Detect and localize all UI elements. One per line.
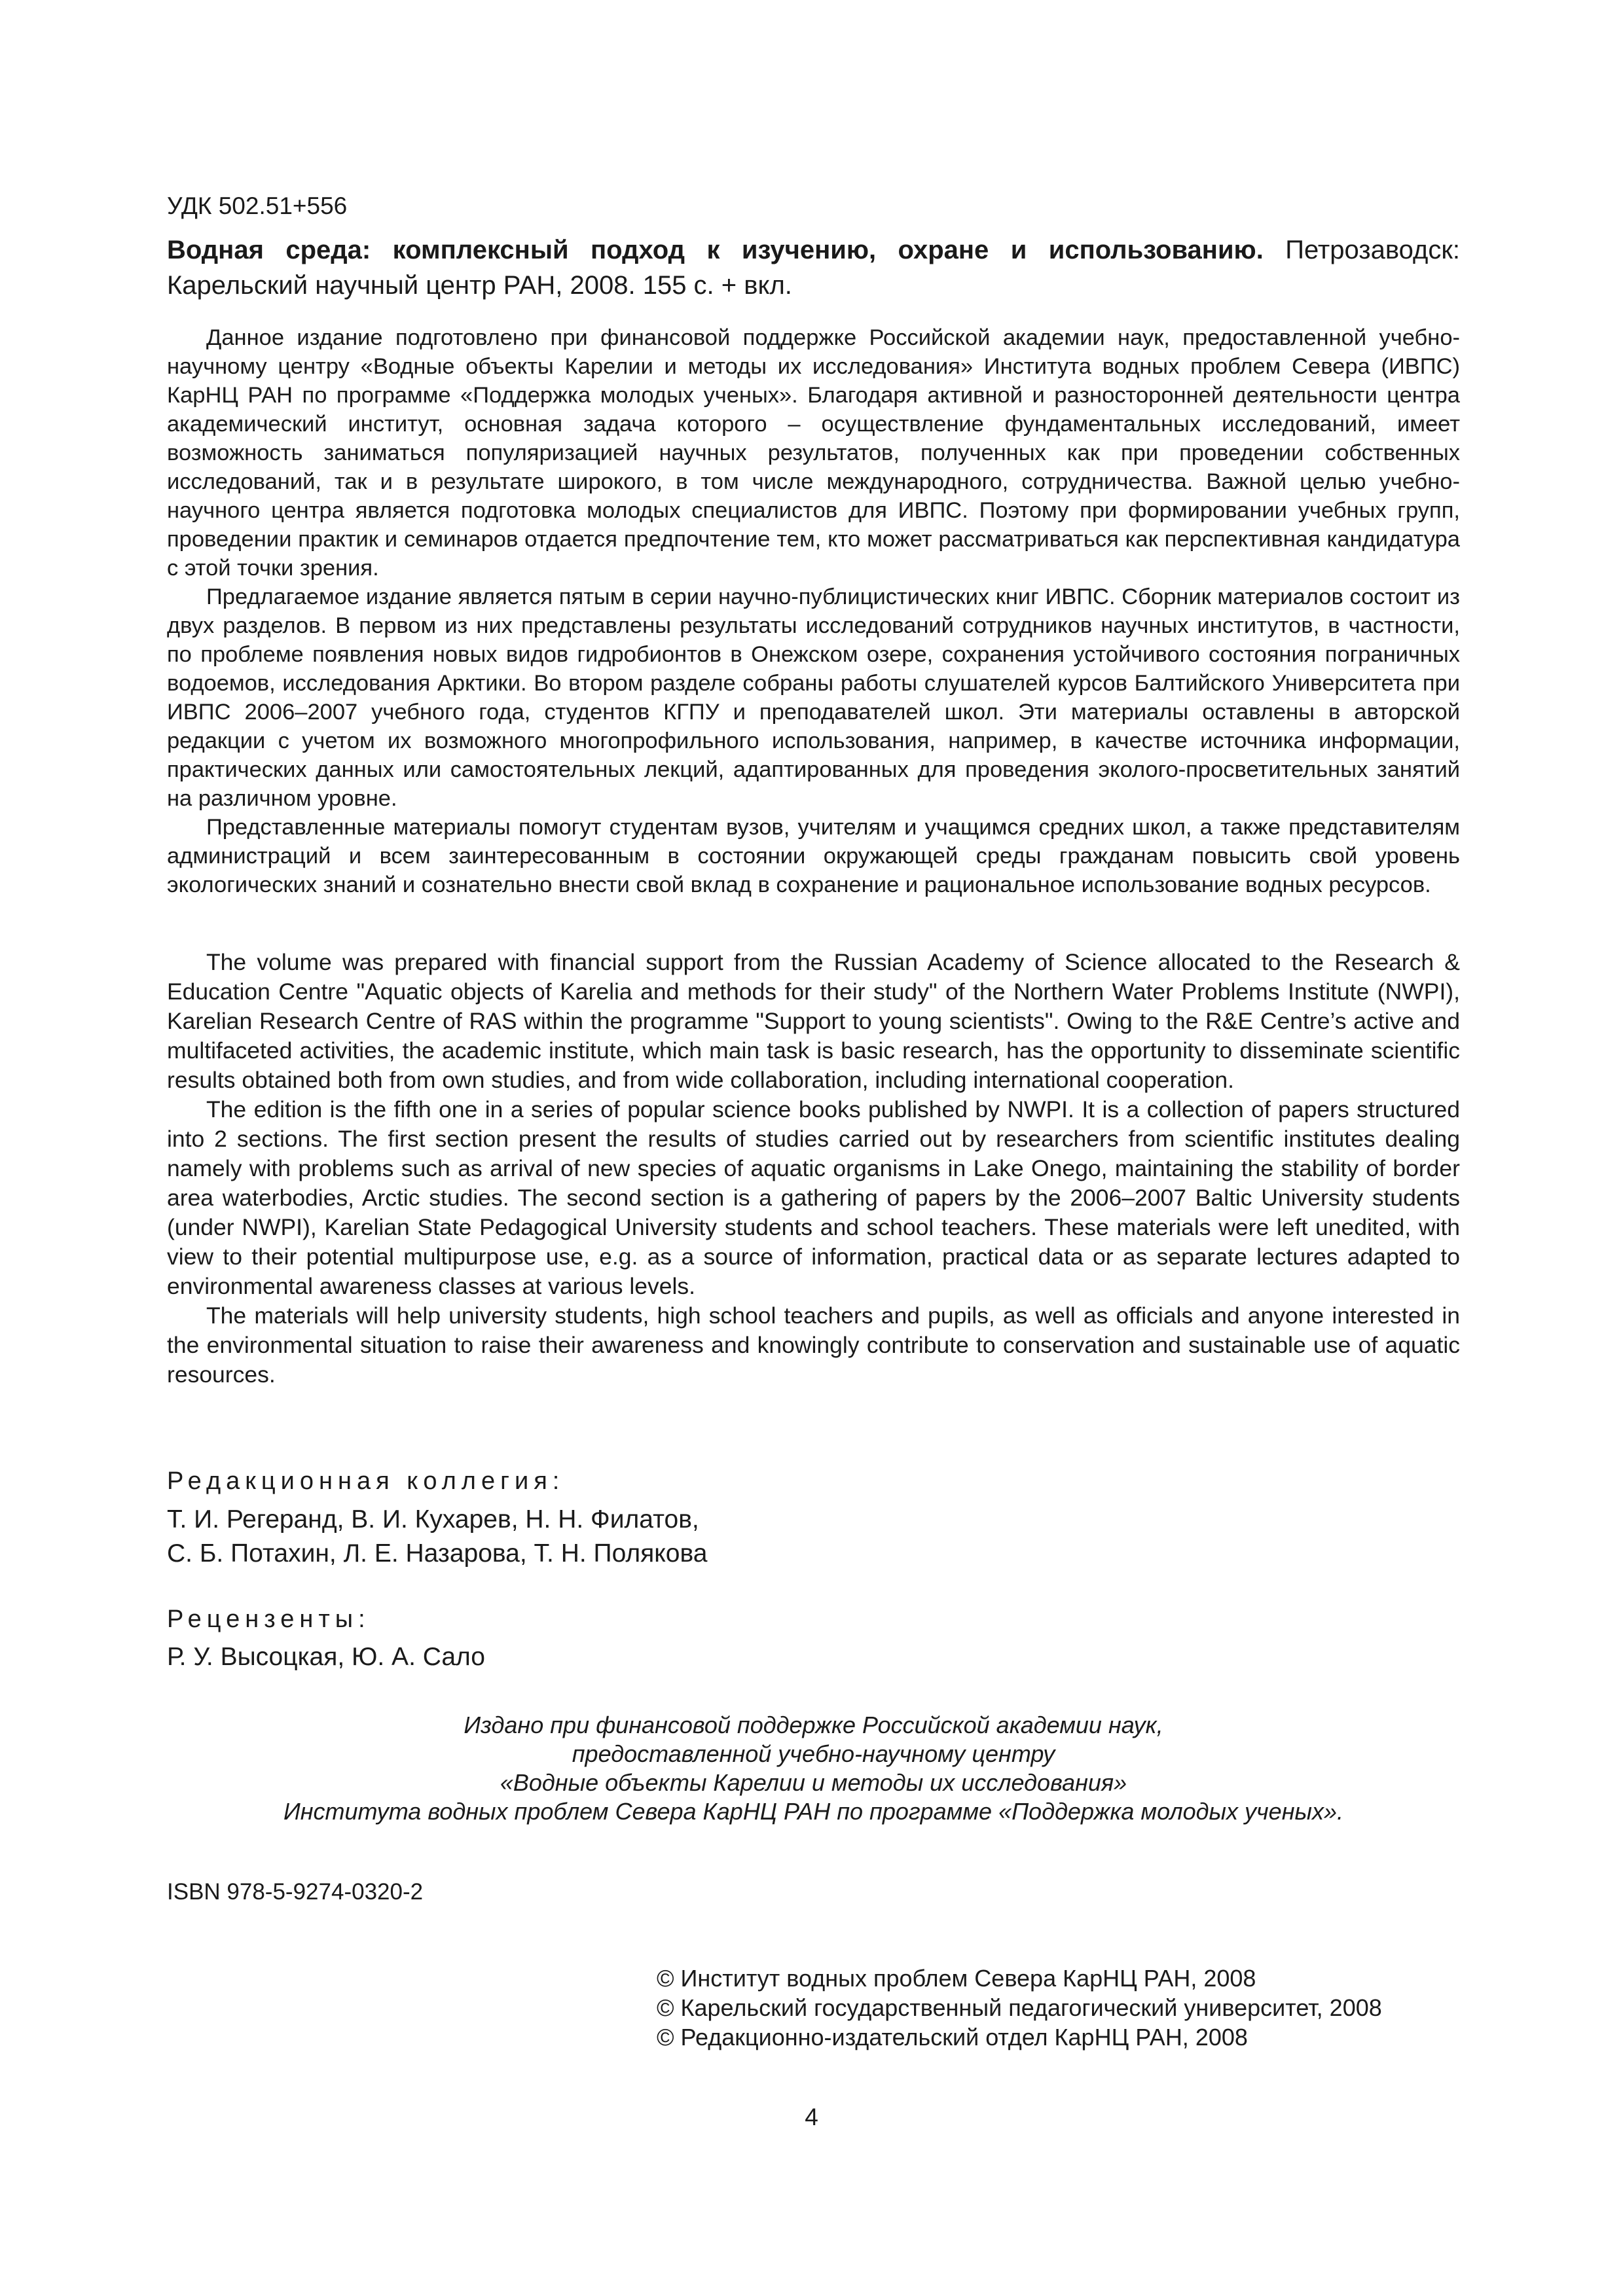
funding-line: Издано при финансовой поддержке Российской академии наук, bbox=[464, 1712, 1163, 1738]
book-imprint: Петрозаводск: Карельский научный центр РАН, 2008. 155 с. + вкл. bbox=[167, 236, 1461, 300]
abstract-english bbox=[167, 948, 1460, 1390]
abstract-ru-paragraph: Представленные материалы помогут студентам вузов, учителям и учащимся средних школ, а также представителям администраций и всем заинтересованным в состоянии окружающей среды гражданам повысить свой уровень экологических знаний и сознательно внести свой вклад в сохранение и рациональное использование водных ресурсов. bbox=[167, 815, 1460, 897]
reviewers-heading: Рецензенты: bbox=[167, 1605, 371, 1633]
page-number: 4 bbox=[805, 2104, 818, 2130]
editorial-board-heading: Редакционная коллегия: bbox=[167, 1467, 565, 1495]
abstract-en-paragraph: The edition is the fifth one in a series of popular science books published by NWPI. It is a collection of papers structured into 2 sections. The first section present the results of studies carried out by researchers from scientific institutes dealing namely with problems such as arrival of new species of aquatic organisms in Lake Onego, maintaining the stability of border area waterbodies, Arctic studies. The second section is a gathering of papers by the 2006–2007 Baltic University students (under NWPI), Karelian State Pedagogical University students and school teachers. These materials were left unedited, with view to their potential multipurpose use, e.g. as a source of information, practical data or as separate lectures adapted to environmental awareness classes at various levels. bbox=[167, 1096, 1460, 1299]
abstract-ru-paragraph: Данное издание подготовлено при финансовой поддержке Российской академии наук, предоставленной учебно-научному центру «Водные объекты Карелии и методы их исследования» Института водных проблем Севера (ИВПС) КарНЦ РАН по программе «Поддержка молодых ученых». Благодаря активной и разносторонней деятельности центра академический институт, основная задача которого – осуществление фундаментальных исследований, имеет возможность заниматься популяризацией научных результатов, полученных как при проведении собственных исследований, так и в результате широкого, в том числе международного, сотрудничества. Важной целью учебно-научного центра является подготовка молодых специалистов для ИВПС. Поэтому при формировании учебных групп, проведении практик и семинаров отдается предпочтение тем, кто может рассматриваться как перспективная кандидатура с этой точки зрения. bbox=[167, 325, 1460, 581]
book-title: Водная среда: комплексный подход к изучению, охране и использованию. bbox=[167, 236, 1264, 264]
funding-note bbox=[167, 1711, 1460, 1826]
abstract-ru-paragraph: Предлагаемое издание является пятым в серии научно-публицистических книг ИВПС. Сборник материалов состоит из двух разделов. В первом из них представлены результаты исследований сотрудников научных институтов, в частности, по проблеме появления новых видов гидробионтов в Онежском озере, сохранения устойчивого состояния пограничных водоемов, исследования Арктики. Во втором разделе собраны работы слушателей курсов Балтийского Университета при ИВПС 2006–2007 учебного года, студентов КГПУ и преподавателей школ. Эти материалы оставлены в авторской редакции с учетом их возможного многопрофильного использования, например, в качестве источника информации, практических данных или самостоятельных лекций, адаптированных для проведения эколого-просветительных занятий на различном уровне. bbox=[167, 584, 1460, 811]
copyright-line: © Редакционно-издательский отдел КарНЦ РАН, 2008 bbox=[657, 2024, 1248, 2051]
copyright-line: © Карельский государственный педагогический университет, 2008 bbox=[657, 1994, 1382, 2021]
abstract-en-paragraph: The materials will help university students, high school teachers and pupils, as well as officials and anyone interested in the environmental situation to raise their awareness and knowingly contribute to conservation and sustainable use of aquatic resources. bbox=[167, 1302, 1460, 1388]
funding-line: Института водных проблем Севера КарНЦ РАН по программе «Поддержка молодых ученых». bbox=[283, 1798, 1344, 1825]
udk-code: УДК 502.51+556 bbox=[167, 192, 348, 219]
abstract-en-paragraph: The volume was prepared with financial support from the Russian Academy of Science allocated to the Research & Education Centre "Aquatic objects of Karelia and methods for their study" of the Northern Water Problems Institute (NWPI), Karelian Research Centre of RAS within the programme "Support to young scientists". Owing to the R&E Centre’s active and multifaceted activities, the academic institute, which main task is basic research, has the opportunity to disseminate scientific results obtained both from own studies, and from wide collaboration, including international cooperation. bbox=[167, 949, 1460, 1093]
editorial-board-line: Т. И. Регеранд, В. И. Кухарев, Н. Н. Филатов, bbox=[167, 1505, 699, 1534]
isbn: ISBN 978-5-9274-0320-2 bbox=[167, 1879, 424, 1905]
editorial-board-line: С. Б. Потахин, Л. Е. Назарова, Т. Н. Полякова bbox=[167, 1539, 708, 1568]
funding-line: предоставленной учебно-научному центру bbox=[572, 1740, 1055, 1767]
bibliographic-description bbox=[167, 232, 1460, 303]
copyright-line: © Институт водных проблем Севера КарНЦ РАН, 2008 bbox=[657, 1965, 1256, 1992]
funding-line: «Водные объекты Карелии и методы их исследования» bbox=[500, 1769, 1127, 1796]
editorial-board-members bbox=[167, 1503, 707, 1571]
abstract-russian bbox=[167, 323, 1460, 899]
reviewers-names: Р. У. Высоцкая, Ю. А. Сало bbox=[167, 1643, 485, 1671]
copyright-block bbox=[657, 1964, 1382, 2052]
